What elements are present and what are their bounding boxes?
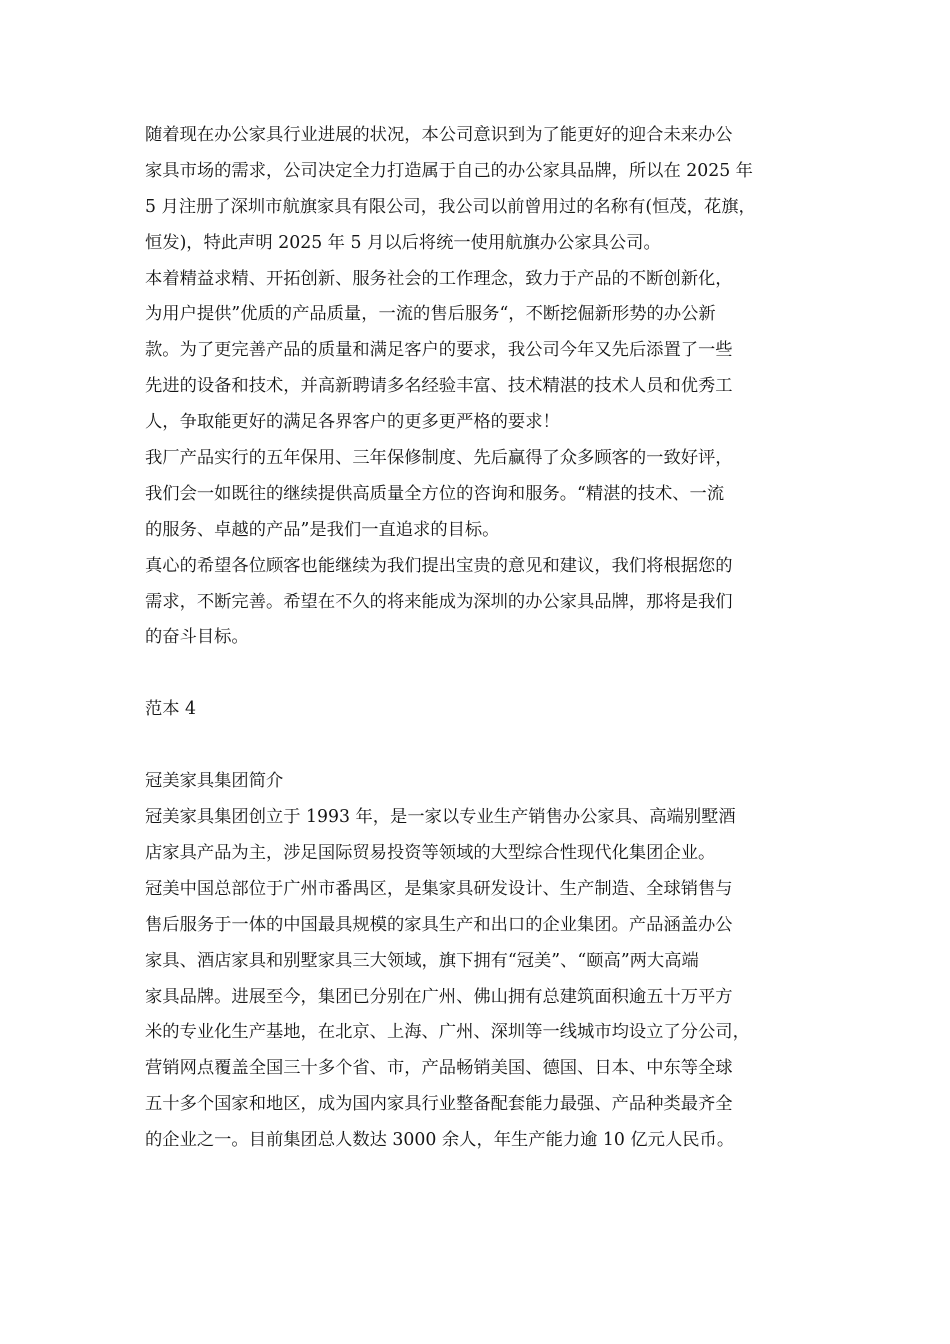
text-line: 我厂产品实行的五年保用、三年保修制度、先后赢得了众多顾客的一致好评，	[145, 448, 733, 469]
text-line: 人，争取能更好的满足各界客户的更多更严格的要求！	[145, 412, 560, 433]
text-line: 冠美中国总部位于广州市番禺区，是集家具研发设计、生产制造、全球销售与	[145, 878, 733, 899]
section-title: 冠美家具集团简介	[145, 771, 284, 792]
text-line: 先进的设备和技术，并高新聘请多名经验丰富、技术精湛的技术人员和优秀工	[145, 376, 733, 397]
text-line: 我们会一如既往的继续提供高质量全方位的咨询和服务。“精湛的技术、一流	[145, 483, 725, 504]
text-line: 营销网点覆盖全国三十多个省、市，产品畅销美国、德国、日本、中东等全球	[145, 1058, 733, 1079]
text-line: 款。为了更完善产品的质量和满足客户的要求，我公司今年又先后添置了一些	[145, 340, 733, 361]
text-line: 售后服务于一体的中国最具规模的家具生产和出口的企业集团。产品涵盖办公	[145, 914, 733, 935]
text-line: 五十多个国家和地区，成为国内家具行业整备配套能力最强、产品种类最齐全	[145, 1094, 733, 1115]
text-line: 的服务、卓越的产品”是我们一直追求的目标。	[145, 519, 500, 540]
text-line: 随着现在办公家具行业进展的状况，本公司意识到为了能更好的迎合未来办公	[145, 125, 733, 145]
text-line: 冠美家具集团创立于 1993 年，是一家以专业生产销售办公家具、高端别墅酒	[145, 807, 736, 828]
text-line: 家具品牌。进展至今，集团已分别在广州、佛山拥有总建筑面积逾五十万平方	[145, 986, 733, 1007]
paragraph-spacer	[145, 656, 810, 692]
text-line: 米的专业化生产基地，在北京、上海、广州、深圳等一线城市均设立了分公司，	[145, 1022, 750, 1043]
document-page	[145, 118, 810, 1159]
text-line: 本着精益求精、开拓创新、服务社会的工作理念，致力于产品的不断创新化，	[145, 268, 733, 289]
text-line: 的奋斗目标。	[145, 627, 249, 648]
text-line: 的企业之一。目前集团总人数达 3000 余人，年生产能力逾 10 亿元人民币。	[145, 1130, 735, 1151]
text-line: 为用户提供”优质的产品质量，一流的售后服务“，不断挖倔新形势的办公新	[145, 304, 716, 325]
text-line: 需求，不断完善。希望在不久的将来能成为深圳的办公家具品牌，那将是我们	[145, 591, 733, 612]
text-line: 真心的希望各位顾客也能继续为我们提出宝贵的意见和建议，我们将根据您的	[145, 555, 733, 576]
text-line: 店家具产品为主，涉足国际贸易投资等领域的大型综合性现代化集团企业。	[145, 843, 716, 864]
text-line: 家具市场的需求，公司决定全力打造属于自己的办公家具品牌，所以在 2025 年	[145, 160, 753, 181]
text-line: 家具、酒店家具和别墅家具三大领域，旗下拥有“冠美”、“颐高”两大高端	[145, 950, 699, 971]
section-heading: 范本 4	[145, 699, 197, 720]
text-line: 5 月注册了深圳市航旗家具有限公司，我公司以前曾用过的名称有(恒茂，花旗，	[145, 196, 756, 217]
text-line: 恒发)，特此声明 2025 年 5 月以后将统一使用航旗办公家具公司。	[145, 232, 661, 253]
paragraph-spacer	[145, 728, 810, 764]
